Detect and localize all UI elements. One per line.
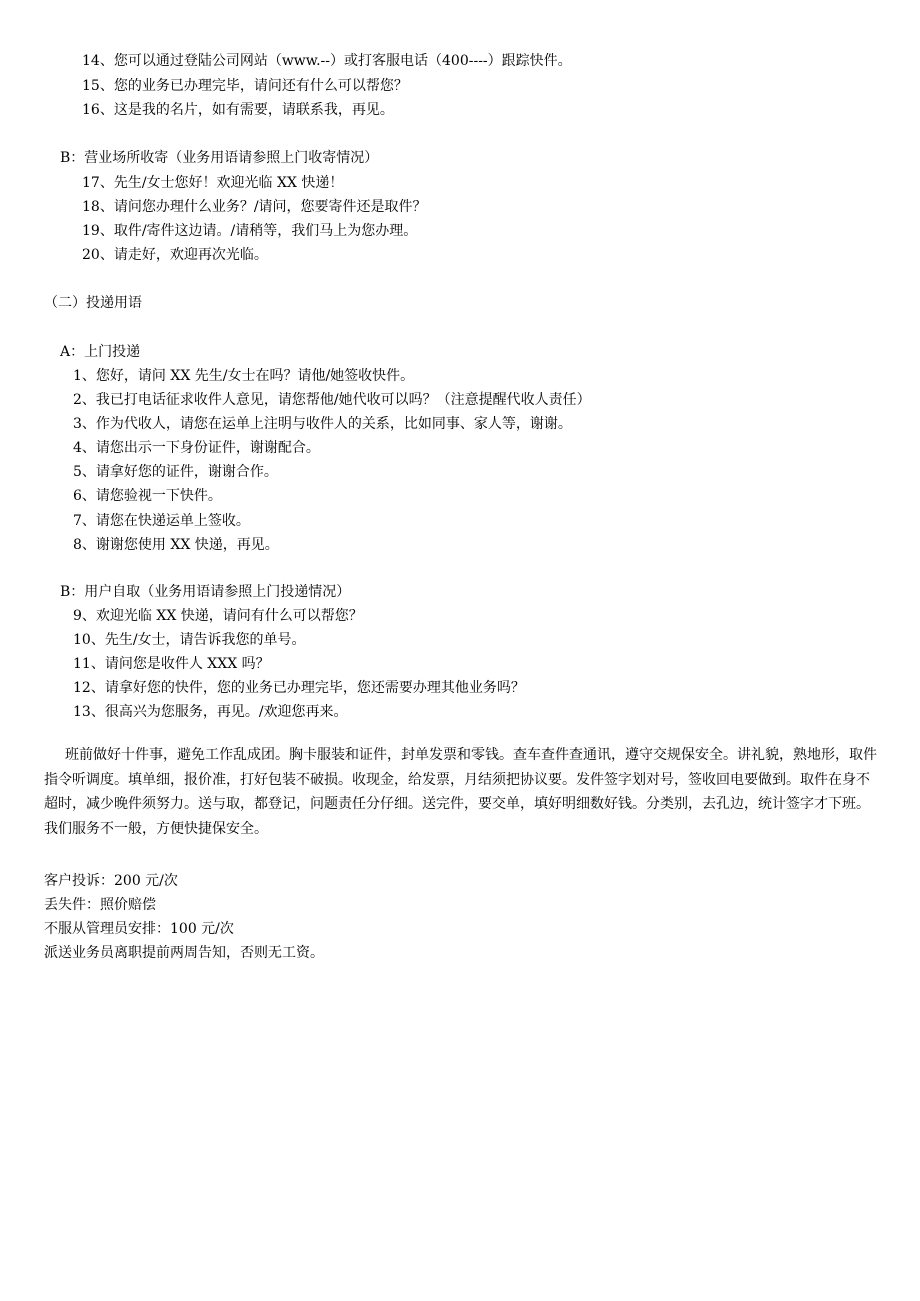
list-item-2: 2、我已打电话征求收件人意见，请您帮他/她代收可以吗？（注意提醒代收人责任） bbox=[73, 392, 591, 408]
list-item-5: 5、请拿好您的证件，谢谢合作。 bbox=[73, 464, 278, 480]
list-item-12: 12、请拿好您的快件，您的业务已办理完毕，您还需要办理其他业务吗？ bbox=[73, 680, 525, 696]
section-heading-delivery: （二）投递用语 bbox=[44, 295, 142, 311]
list-item-9: 9、欢迎光临 XX 快递，请问有什么可以帮您？ bbox=[73, 608, 363, 624]
list-item-18: 18、请问您办理什么业务？/请问，您要寄件还是取件？ bbox=[82, 199, 427, 215]
list-item-16: 16、这是我的名片，如有需要，请联系我，再见。 bbox=[82, 102, 394, 118]
list-item-1: 1、您好，请问 XX 先生/女士在吗？请他/她签收快件。 bbox=[73, 368, 415, 384]
list-item-7: 7、请您在快递运单上签收。 bbox=[73, 513, 250, 529]
list-item-19: 19、取件/寄件这边请。/请稍等，我们马上为您办理。 bbox=[82, 223, 418, 239]
list-item-20: 20、请走好，欢迎再次光临。 bbox=[82, 247, 268, 263]
penalty-disobey: 不服从管理员安排：100 元/次 bbox=[44, 921, 234, 937]
list-item-4: 4、请您出示一下身份证件，谢谢配合。 bbox=[73, 440, 320, 456]
list-item-15: 15、您的业务已办理完毕，请问还有什么可以帮您？ bbox=[82, 78, 408, 94]
list-item-3: 3、作为代收人，请您在运单上注明与收件人的关系，比如同事、家人等，谢谢。 bbox=[73, 416, 572, 432]
list-item-13: 13、很高兴为您服务，再见。/欢迎您再来。 bbox=[73, 704, 348, 720]
list-item-14: 14、您可以通过登陆公司网站（www.--）或打客服电话（400----）跟踪快件。 bbox=[82, 53, 572, 69]
rules-paragraph: 班前做好十件事，避免工作乱成团。胸卡服装和证件，封单发票和零钱。查车查件查通讯，遵守交规保安全。讲礼貌，熟地形，取件指令听调度。填单细，报价准，打好包装不破损。收现金，给发票，月结须把协议要。发件签字划对号，签收回电要做到。取件在身不超时，减少晚件须努力。送与取，都登记，问题责任分仔细。送完件，要交单，填好明细数好钱。分类别，去孔边，统计签字才下班。我们服务不一般，方便快捷保安全。 bbox=[44, 747, 877, 837]
penalty-lost-item: 丢失件：照价赔偿 bbox=[44, 897, 156, 913]
list-item-8: 8、谢谢您使用 XX 快递，再见。 bbox=[73, 537, 279, 553]
list-item-11: 11、请问您是收件人 XXX 吗？ bbox=[73, 656, 270, 672]
subsection-heading-door: A：上门投递 bbox=[60, 344, 141, 360]
subsection-heading-self: B：用户自取（业务用语请参照上门投递情况） bbox=[60, 584, 351, 600]
list-item-10: 10、先生/女士，请告诉我您的单号。 bbox=[73, 632, 306, 648]
section-heading-counter: B：营业场所收寄（业务用语请参照上门收寄情况） bbox=[60, 150, 379, 166]
penalty-resignation: 派送业务员离职提前两周告知，否则无工资。 bbox=[44, 945, 324, 961]
penalty-complaint: 客户投诉：200 元/次 bbox=[44, 873, 178, 889]
list-item-6: 6、请您验视一下快件。 bbox=[73, 488, 222, 504]
list-item-17: 17、先生/女士您好！欢迎光临 XX 快递！ bbox=[82, 175, 344, 191]
